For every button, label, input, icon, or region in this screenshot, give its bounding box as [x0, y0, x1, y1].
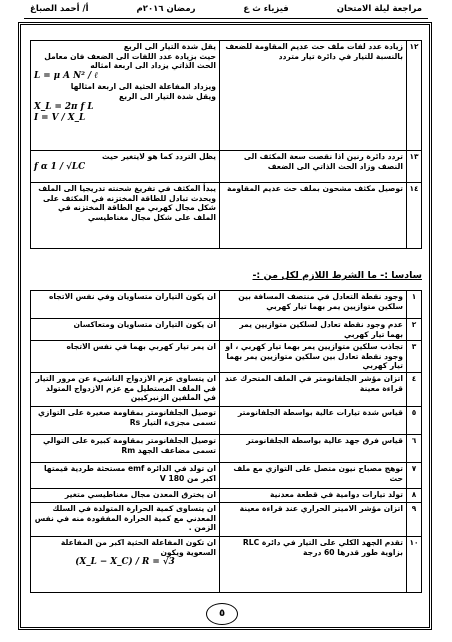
table-row [31, 489, 422, 503]
effect-line: ويزداد المفاعلة الحثية الى اربعة امثالها [70, 82, 216, 92]
effect-line: يظل التردد كما هو لايتغير حيث [101, 152, 216, 161]
reactance-formula [34, 102, 216, 114]
row-number: ٦ [407, 435, 422, 463]
row-effect [31, 41, 220, 151]
row-number: ١٤ [407, 183, 422, 249]
table-row [31, 435, 422, 463]
row-condition [31, 537, 220, 593]
row-item: وجود نقطة التعادل في منتصف المسافة بين سلكين متوازيين يمر بهما تيار كهربي [220, 291, 407, 319]
row-item: تقدم الجهد الكلي على التيار في دائرة RLC بزاوية طور قدرها 60 درجة [220, 537, 407, 593]
table-row [31, 341, 422, 373]
row-effect: يبدأ المكثف في تفريغ شحنته تدريجيا الى الملف ويحدث تبادل للطاقة المختزنه في المكثف على شكل مجال كهربي مع الطاقة المختزنه في الملف على شكل مجال مغناطيسي [31, 183, 220, 249]
row-number: ٣ [407, 341, 422, 373]
row-number: ٤ [407, 373, 422, 407]
row-condition: ان يخترق المعدن مجال مغناطيسي متغير [31, 489, 220, 503]
condition-text: ان تكون المفاعلة الحثية اكبر من المفاعلة السعوية ويكون [60, 538, 216, 557]
row-number: ٨ [407, 489, 422, 503]
row-condition: ان يتساوى عزم الازدواج الناشيء عن مرور التيار في الملف المستطيل مع عزم الازدواج المتولد في الملفين الزنبركيين [31, 373, 220, 407]
row-cause: تردد دائرة رنين اذا نقصت سعة المكثف الى النصف وزاد الحث الذاتي الى الضعف [220, 151, 407, 183]
table-row [31, 373, 422, 407]
formula-text: X_L = 2π f L [34, 101, 94, 112]
formula-text: L = μ A N² / ℓ [34, 70, 99, 81]
table-row [31, 41, 422, 151]
row-item: قياس شدة تيارات عالية بواسطة الجلفانومتر [220, 407, 407, 435]
row-condition: ان يكون التياران متساويان وفي نفس الاتجاه [31, 291, 220, 319]
row-condition: ان يكون التياران متساويان ومتعاكسان [31, 319, 220, 341]
formula-text: f α 1 / √LC [34, 161, 86, 172]
row-cause: زيادة عدد لفات ملف حث عديم المقاومة للضعف بالنسبة للتيار في دائرة تيار متردد [220, 41, 407, 151]
table-row [31, 503, 422, 537]
row-number: ١٣ [407, 151, 422, 183]
table-row [31, 407, 422, 435]
row-number: ١٠ [407, 537, 422, 593]
phase-formula [34, 557, 216, 569]
row-number: ٥ [407, 407, 422, 435]
row-number: ٩ [407, 503, 422, 537]
conditions-table [30, 290, 422, 593]
header-subject: فيزياء ث ع [243, 4, 289, 14]
row-number: ١٢ [407, 41, 422, 151]
row-number: ١ [407, 291, 422, 319]
formula-text: (X_L − X_C) / R = √3 [75, 557, 175, 568]
header-author: أ/ أحمد الصباغ [30, 4, 89, 14]
row-item: عدم وجود نقطة تعادل لسلكين متوازيين يمر بهما تيار كهربي [220, 319, 407, 341]
row-condition: ان يتساوى كمية الحرارة المتولدة في السلك المعدني مع كمية الحرارة المفقودة منه في نفس الزمن . [31, 503, 220, 537]
row-number: ٧ [407, 463, 422, 489]
effect-line: يقل شدة التيار الى الربع [123, 42, 216, 51]
page-header [30, 4, 422, 18]
row-cause: توصيل مكثف مشحون بملف حث عديم المقاومة [220, 183, 407, 249]
header-month: رمضان ٢٠١٦م [136, 4, 196, 14]
table-row [31, 537, 422, 593]
effects-table [30, 40, 422, 249]
formula-text: I = V / X_L [34, 113, 86, 124]
table-row [31, 151, 422, 183]
page-number: ٥ [206, 603, 238, 625]
current-formula [34, 113, 216, 125]
row-condition: توصيل الجلفانومتر بمقاومة صغيرة على التوازي تسمى مجزىء التيار Rs [31, 407, 220, 435]
effect-line: حيث بزيادة عدد اللفات الى الضعف فان معامل الحث الذاتي يزداد الى اربعة امثاله [44, 51, 216, 71]
header-title: مراجعة ليلة الامتحان [336, 4, 422, 14]
header-rule [24, 18, 428, 19]
table-row [31, 291, 422, 319]
row-item: اتزان مؤشر الجلفانومتر في الملف المتحرك عند قراءة معينة [220, 373, 407, 407]
row-condition: ان يمر تيار كهربي بهما في نفس الاتجاه [31, 341, 220, 373]
row-effect [31, 151, 220, 183]
row-number: ٢ [407, 319, 422, 341]
row-item: قياس فرق جهد عالية بواسطة الجلفانومتر [220, 435, 407, 463]
resonance-formula [34, 162, 216, 174]
effect-line: ويقل شدة التيار الى الربع [119, 91, 216, 101]
row-item: تجاذب سلكين متوازيين يمر بهما تيار كهربي ، او وجود نقطة تعادل بين سلكين متوازيين يمر بهما تيار كهربي [220, 341, 407, 373]
table-row [31, 463, 422, 489]
table-row [31, 183, 422, 249]
row-item: توهج مصباح نيون متصل على التوازي مع ملف حث [220, 463, 407, 489]
row-condition: ان تولد في الدائرة emf مستحثة طردية قيمتها اكبر من 180 V [31, 463, 220, 489]
inductance-formula [34, 71, 216, 83]
section-title: سادسا :- ما الشرط اللازم لكل من :- [252, 270, 422, 281]
row-item: تولد تيارات دوامية في قطعة معدنية [220, 489, 407, 503]
table-row [31, 319, 422, 341]
row-item: اتزان مؤشر الاميتر الحراري عند قراءة معينة [220, 503, 407, 537]
row-condition: توصيل الجلفانومتر بمقاومة كبيرة على التوالي تسمى مضاعف الجهد Rm [31, 435, 220, 463]
